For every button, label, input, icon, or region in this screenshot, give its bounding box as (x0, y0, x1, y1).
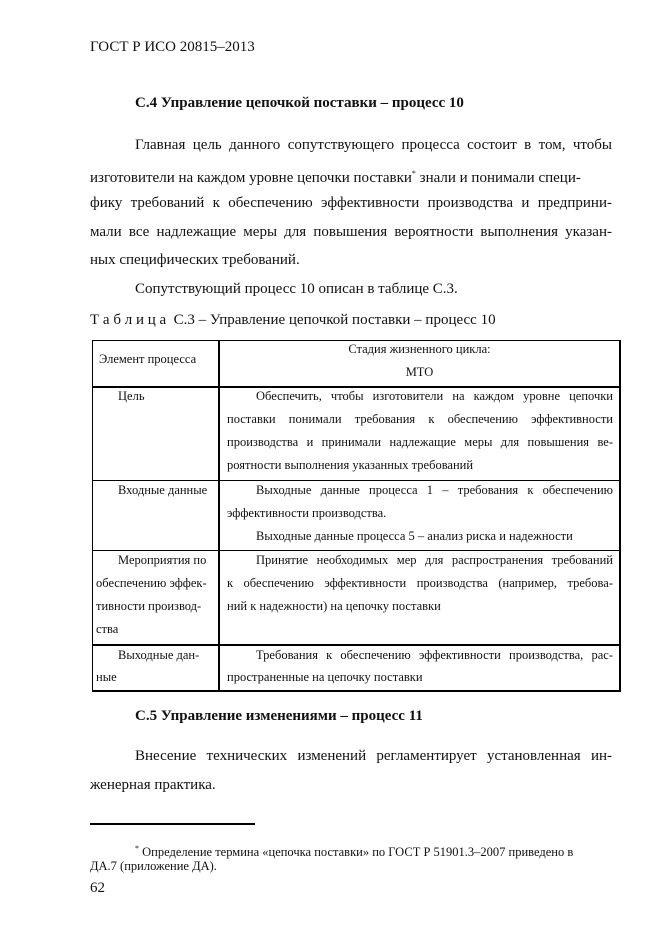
row-name: Мероприятия по (118, 553, 207, 567)
row-name: Входные данные (118, 483, 208, 497)
section-c5-title: С.5 Управление изменениями – процесс 11 (135, 708, 423, 724)
row-text: роятности выполнения указанных требований (227, 458, 474, 472)
row-name: ные (96, 670, 117, 684)
footnote-line: ДА.7 (приложение ДА). (90, 859, 217, 873)
paragraph-line (90, 165, 612, 187)
paragraph-line: фику требований к обеспечению эффективности производства и предприни- (90, 195, 612, 211)
footnote-separator (90, 823, 255, 825)
row-text: Требования к обеспечению эффективности производства, рас- (256, 648, 613, 662)
row-text: поставки понимали требования к обеспечению эффективности (227, 412, 613, 426)
paragraph-line: ных специфических требований. (90, 252, 300, 268)
row-text: производства и принимали надлежащие меры для повышения ве- (227, 435, 613, 449)
table-border (92, 644, 621, 646)
header-cell-stage-value: МТО (405, 365, 434, 379)
row-text: Обеспечить, чтобы изготовители на каждом уровне цепочки (256, 389, 613, 403)
row-name: обеспечению эффек- (96, 576, 207, 590)
paragraph-line: женерная практика. (90, 777, 216, 793)
caption-label: Т а б л и ц а (90, 312, 167, 328)
text: знали и понимали специ- (419, 170, 581, 186)
table-reference: Сопутствующий процесс 10 описан в таблице С.3. (135, 281, 458, 297)
table-border (218, 340, 220, 692)
row-text: пространенные на цепочку поставки (227, 670, 423, 684)
paragraph-line: Внесение технических изменений регламентирует установленная ин- (135, 748, 612, 764)
row-name: Выходные дан- (118, 648, 200, 662)
row-text: Принятие необходимых мер для распространения требований (256, 553, 613, 567)
row-text: Выходные данные процесса 5 – анализ риска и надежности (256, 529, 573, 543)
running-header: ГОСТ Р ИСО 20815–2013 (90, 39, 255, 55)
table-border (92, 550, 621, 551)
text: изготовители на каждом уровне цепочки поставки (90, 170, 412, 186)
header-cell-element: Элемент процесса (99, 352, 197, 366)
row-text: эффективности производства. (227, 506, 387, 520)
paragraph-line: Главная цель данного сопутствующего процесса состоит в том, чтобы (135, 137, 612, 153)
footnote-mark: * (135, 844, 139, 853)
footnote-line (135, 841, 612, 860)
header-cell-stage: Стадия жизненного цикла: (348, 342, 491, 356)
table-border (92, 480, 621, 481)
table-border (92, 386, 621, 388)
row-text: ний к надежности) на цепочку поставки (227, 599, 441, 613)
table-border (92, 340, 93, 692)
section-c4-title: С.4 Управление цепочкой поставки – процесс 10 (135, 95, 464, 111)
table-caption (90, 311, 496, 329)
text: Определение термина «цепочка поставки» по ГОСТ Р 51901.3–2007 приведено в (142, 845, 574, 860)
page-number: 62 (90, 880, 105, 896)
row-text: Выходные данные процесса 1 – требования к обеспечению (256, 483, 613, 497)
row-name: тивности производ- (96, 599, 202, 613)
table-border (92, 340, 621, 341)
footnote-mark: * (411, 169, 416, 178)
caption-text: С.3 – Управление цепочкой поставки – процесс 10 (173, 312, 496, 328)
table-border (619, 340, 621, 692)
row-name: ства (96, 622, 119, 636)
row-name: Цель (118, 389, 145, 403)
row-text: к обеспечению эффективности производства (например, требова- (227, 576, 613, 590)
table-border (92, 690, 621, 692)
paragraph-line: мали все надлежащие меры для повышения вероятности выполнения указан- (90, 224, 612, 240)
